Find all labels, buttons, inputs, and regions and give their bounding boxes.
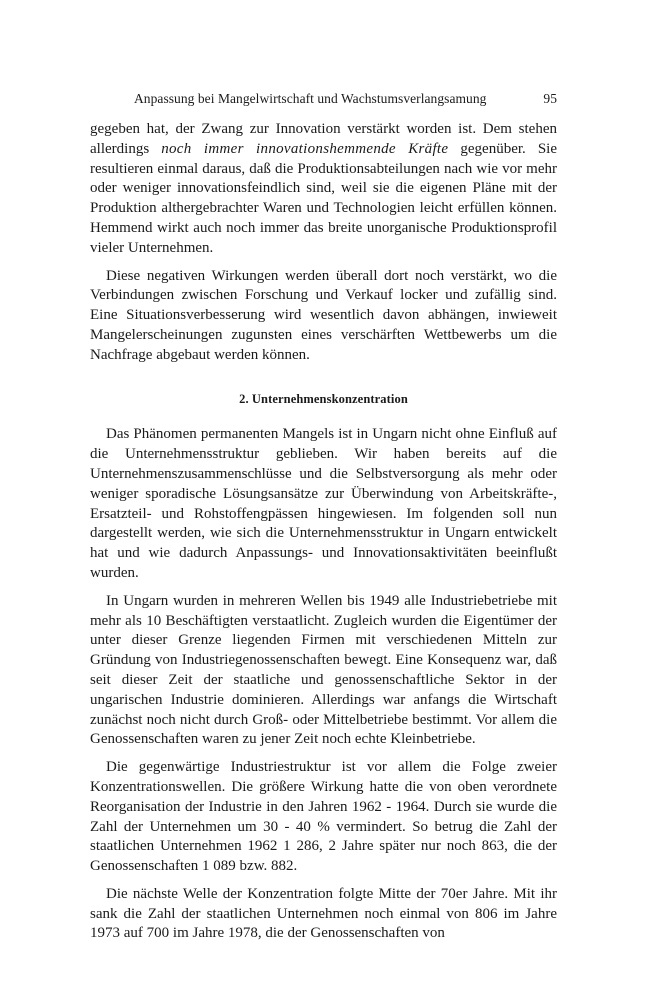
paragraph-1-part-a: gegeben hat, der Zwang zur Innovation verstärkt worden ist. Dem stehen allerdings <box>90 121 557 157</box>
paragraph-6: Die nächste Welle der Konzentration folgte Mitte der 70er Jahre. Mit ihr sank die Zahl der staatlichen Unternehmen noch einmal von 806 im Jahre 1973 auf 700 im Jahre 1978, die der Genossenschaften von <box>90 885 557 942</box>
section-heading: 2. Unternehmenskonzentration <box>239 391 408 406</box>
running-header <box>90 91 557 107</box>
paragraph-5: Die gegenwärtige Industriestruktur ist vor allem die Folge zweier Konzentrationswellen. Die größere Wirkung hatte die von oben verordnete Reorganisation der Industrie in den Jahren 1962 - 1964. Durch sie wurde die Zahl der Unternehmen um 30 - 40 % vermindert. So betrug die Zahl der staatlichen Unternehmen 1962 1 286, 2 Jahre später nur noch 863, die der Genossenschaften 1 089 bzw. 882. <box>90 759 557 875</box>
emphasis-phrase: noch immer innovationshemmende Kräfte <box>161 140 449 157</box>
paragraph-1-part-b: gegenüber. Sie resultieren einmal daraus, daß die Produktionsabteilungen nach wie vor mehr oder weniger innovationsfeindlich sind, weil sie die eigenen Pläne mit der Produktion althergebrachter Waren und Technologien leicht erfüllen können. Hemmend wirkt auch noch immer das breite unorganische Produktionsprofil vieler Unternehmen. <box>90 140 557 256</box>
running-title: Anpassung bei Mangelwirtschaft und Wachstumsverlangsamung <box>134 91 487 106</box>
paragraph-2: Diese negativen Wirkungen werden überall dort noch verstärkt, wo die Verbindungen zwischen Forschung und Verkauf locker und zufällig sind. Eine Situationsverbesserung wird wesentlich davon abhängen, inwieweit Mangelerscheinungen zugunsten eines verschärften Wettbewerbs um die Nachfrage abgebaut werden können. <box>90 267 557 363</box>
text-body <box>90 120 557 944</box>
paragraph-3: Das Phänomen permanenten Mangels ist in Ungarn nicht ohne Einfluß auf die Unternehmensstruktur geblieben. Wir haben bereits auf die Unternehmenszusammenschlüsse und die Selbstversorgung als mehr oder weniger sporadische Lösungsansätze zur Überwindung von Arbeitskräfte-, Ersatzteil- und Rohstoffengpässen hingewiesen. Im folgenden soll nun dargestellt werden, wie sich die Unternehmensstruktur in Ungarn entwickelt hat und wie dadurch Anpassungs- und Innovationsaktivitäten beeinflußt wurden. <box>90 426 557 581</box>
paragraph-4: In Ungarn wurden in mehreren Wellen bis 1949 alle Industriebetriebe mit mehr als 10 Beschäftigten verstaatlicht. Zugleich wurden die Eigentümer der unter dieser Grenze liegenden Firmen mit verschiedenen Mitteln zur Gründung von Industriegenossenschaften bewegt. Eine Konsequenz war, daß seit dieser Zeit der staatliche und genossenschaftliche Sektor in der ungarischen Industrie dominieren. Allerdings war anfangs die Wirtschaft zunächst noch nicht durch Groß- oder Mittelbetriebe bestimmt. Vor allem die Genossenschaften waren zu jener Zeit noch echte Kleinbetriebe. <box>90 592 557 748</box>
page-number: 95 <box>543 91 557 106</box>
paragraph-1 <box>90 120 557 259</box>
